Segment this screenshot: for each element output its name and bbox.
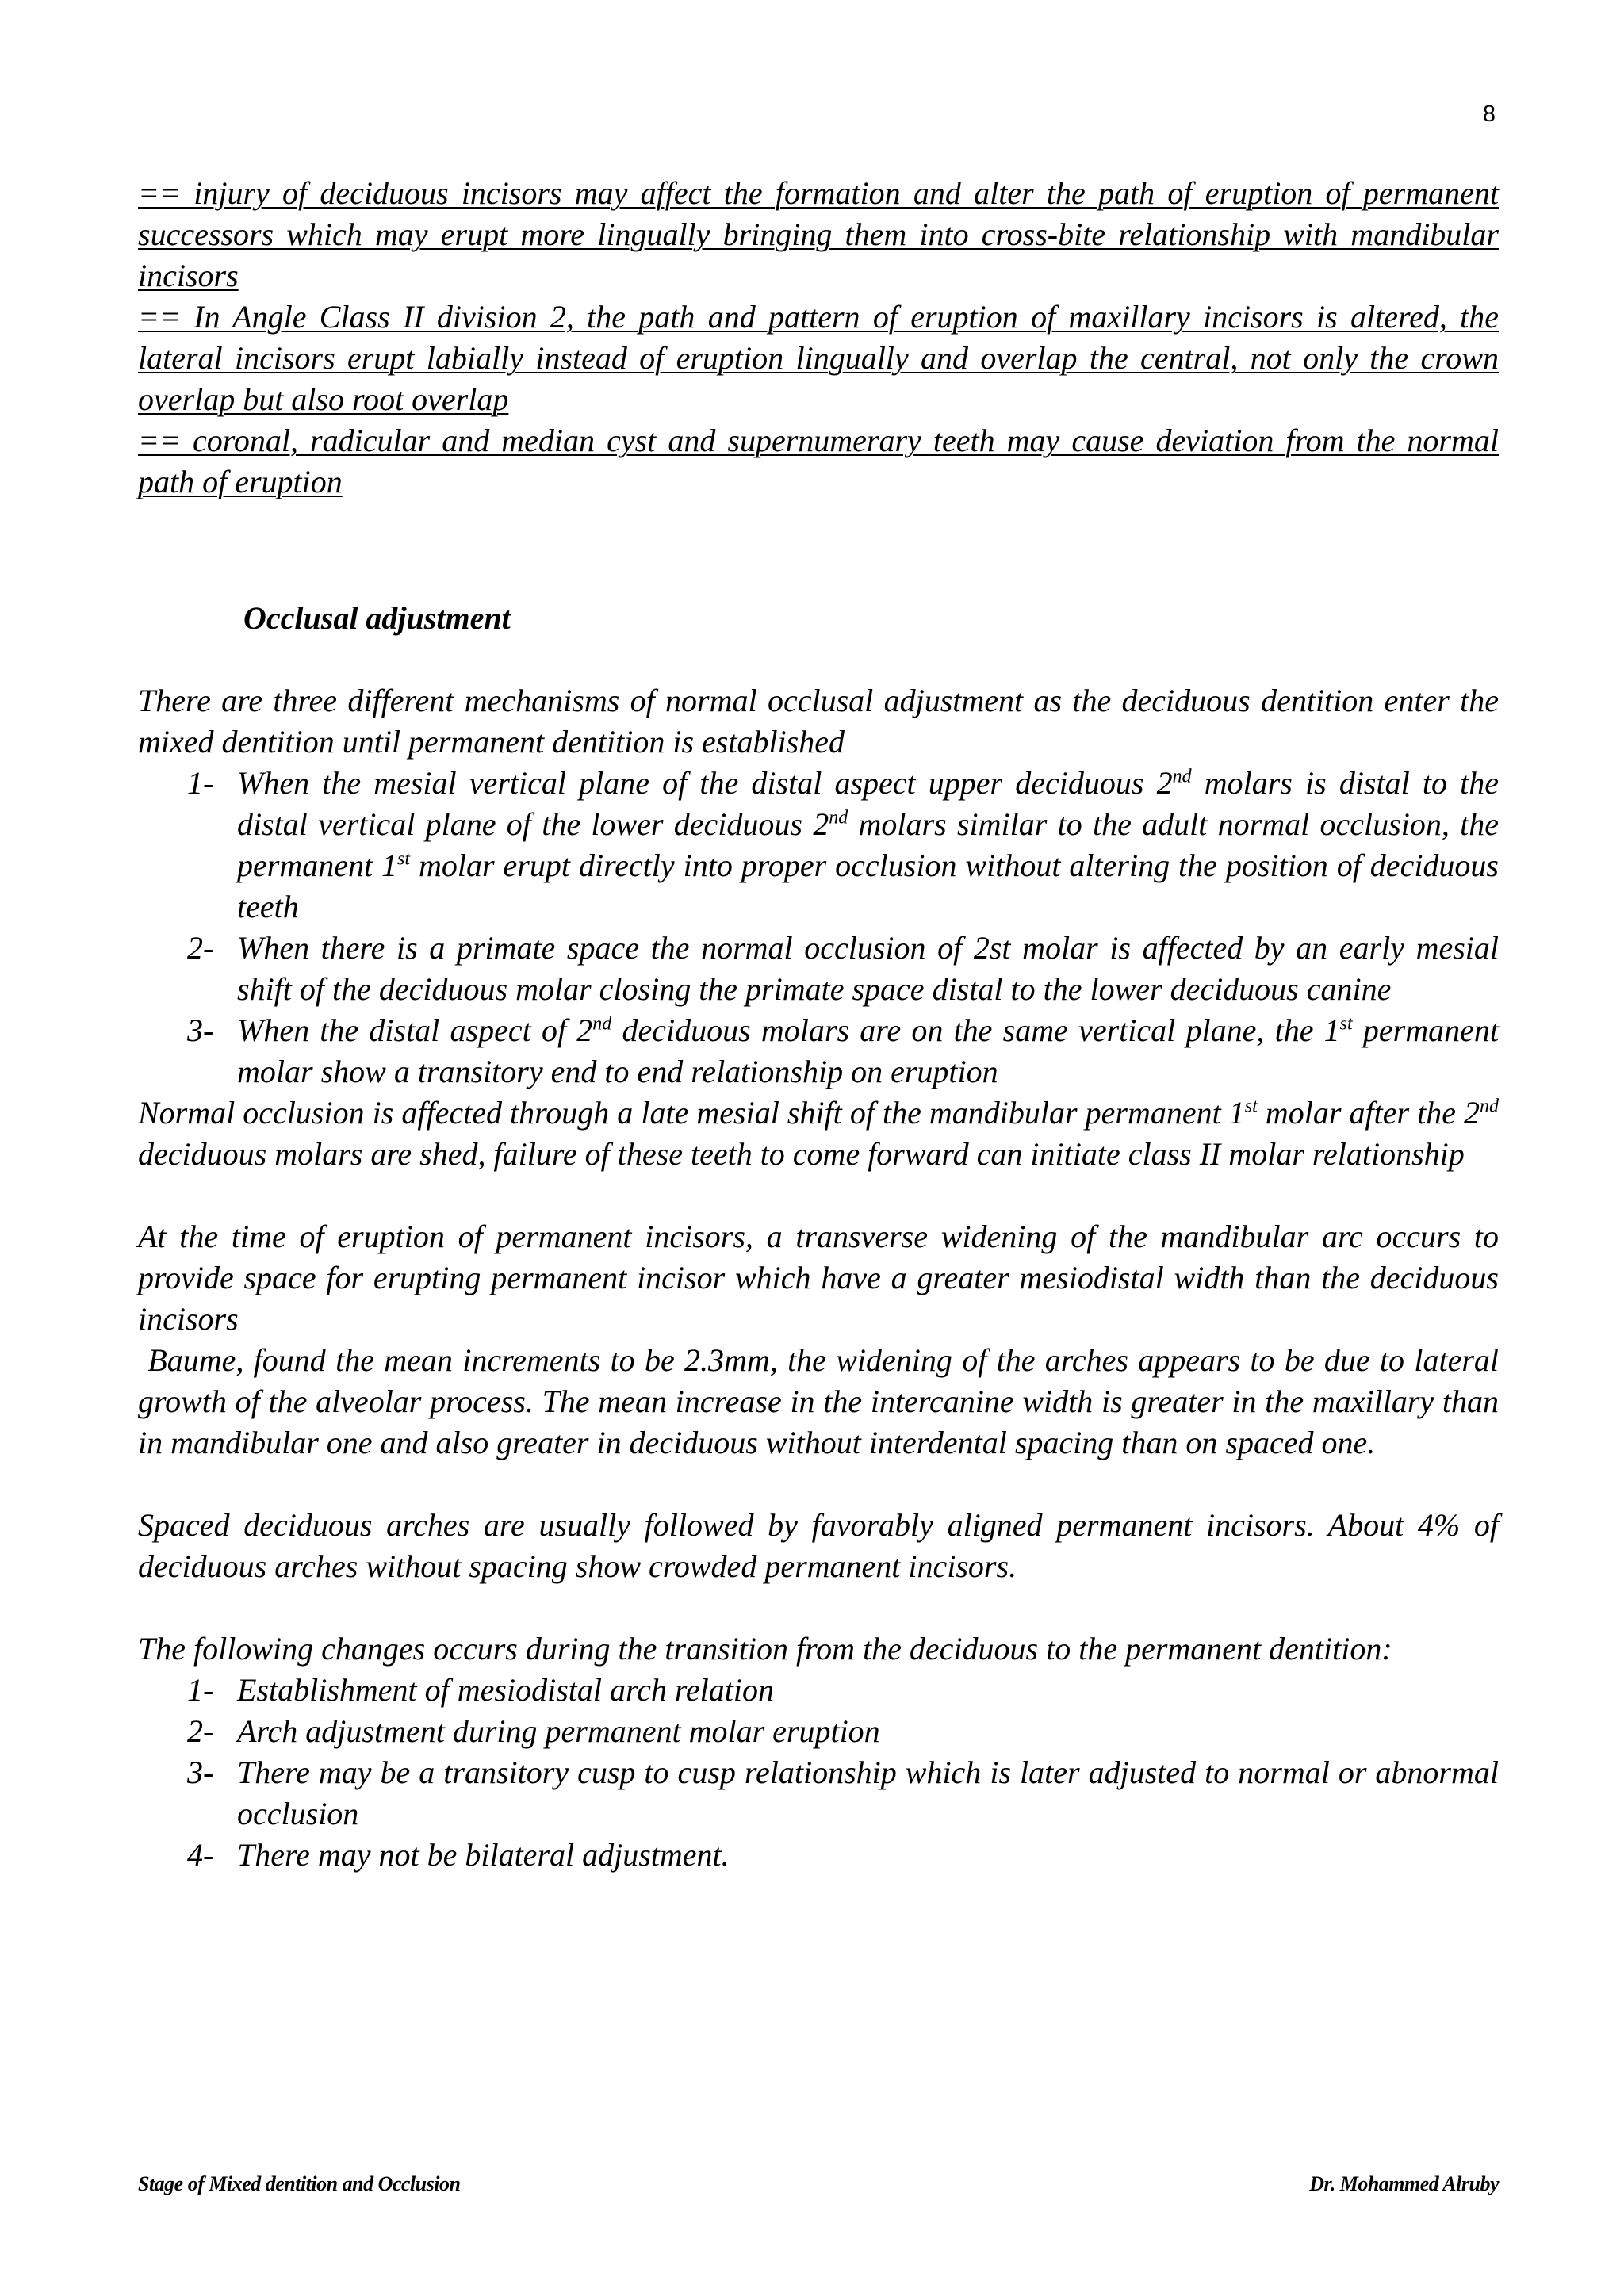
footer-title: Stage of Mixed dentition and Occlusion [138,2172,461,2195]
paragraph-mechanisms-intro: There are three different mechanisms of normal occlusal adjustment as the deciduous dentition enter the mixed dentition until permanent dentition is established [138,683,1499,760]
changes-list [138,1670,1499,1876]
paragraph-cyst-supernumerary: == coronal, radicular and median cyst and supernumerary teeth may cause deviation from the normal path of eruption [138,423,1499,499]
page-footer [138,2172,1499,2196]
paragraph-incisor-eruption: At the time of eruption of permanent incisors, a transverse widening of the mandibular arc occurs to provide space for erupting permanent incisor which have a greater mesiodistal width than the deciduous incisors [138,1219,1499,1337]
footer-author: Dr. Mohammed Alruby [1309,2172,1499,2195]
list-item: 3- When the distal aspect of 2nd deciduous molars are on the same vertical plane, the 1st permanent molar show a transitory end to end relationship on eruption [138,1010,1499,1093]
list-number: 2- [187,1713,214,1749]
list-item: 3- There may be a transitory cusp to cusp relationship which is later adjusted to normal or abnormal occlusion [138,1752,1499,1835]
paragraph-late-mesial-shift: Normal occlusion is affected through a late mesial shift of the mandibular permanent 1st molar after the 2nd deciduous molars are shed, failure of these teeth to come forward can initiate class II molar relationship [138,1095,1500,1172]
list-item: 4- There may not be bilateral adjustment. [138,1835,1499,1876]
list-number: 2- [187,930,214,966]
list-item: 2- Arch adjustment during permanent molar eruption [138,1711,1499,1752]
list-number: 1- [187,1672,214,1708]
list-item: 1- When the mesial vertical plane of the distal aspect upper deciduous 2nd molars is distal to the distal vertical plane of the lower deciduous 2nd molars similar to the adult normal occlusion, the permanent 1st molar erupt directly into proper occlusion without altering the position of deciduous teeth [138,763,1499,928]
document-body [138,173,1507,1876]
list-number: 4- [187,1837,214,1873]
paragraph-baume: Baume, found the mean increments to be 2.3mm, the widening of the arches appears to be due to lateral growth of the alveolar process. The mean increase in the intercanine width is greater in the maxillary than in mandibular one and also greater in deciduous without interdental spacing than on spaced one. [138,1342,1507,1460]
list-number: 3- [187,1755,214,1790]
mechanisms-list [138,763,1499,1093]
paragraph-angle-class-ii: == In Angle Class II division 2, the path and pattern of eruption of maxillary incisors is altered, the lateral incisors erupt labially instead of eruption lingually and overlap the central, not only the crown overlap but also root overlap [138,299,1499,417]
list-number: 1- [187,765,214,801]
list-number: 3- [187,1012,214,1048]
page-number: 8 [1482,101,1496,127]
list-item: 1- Establishment of mesiodistal arch relation [138,1670,1499,1711]
section-heading: Occlusal adjustment [243,600,511,636]
paragraph-changes-intro: The following changes occurs during the transition from the deciduous to the permanent dentition: [138,1631,1392,1667]
paragraph-spaced-arches: Spaced deciduous arches are usually followed by favorably aligned permanent incisors. About 4% of deciduous arches without spacing show crowded permanent incisors. [138,1507,1499,1584]
paragraph-injury-incisors: == injury of deciduous incisors may affect the formation and alter the path of eruption of permanent successors which may erupt more lingually bringing them into cross-bite relationship with mandibular incisors [138,175,1499,293]
list-item: 2- When there is a primate space the normal occlusion of 2st molar is affected by an early mesial shift of the deciduous molar closing the primate space distal to the lower deciduous canine [138,928,1499,1010]
